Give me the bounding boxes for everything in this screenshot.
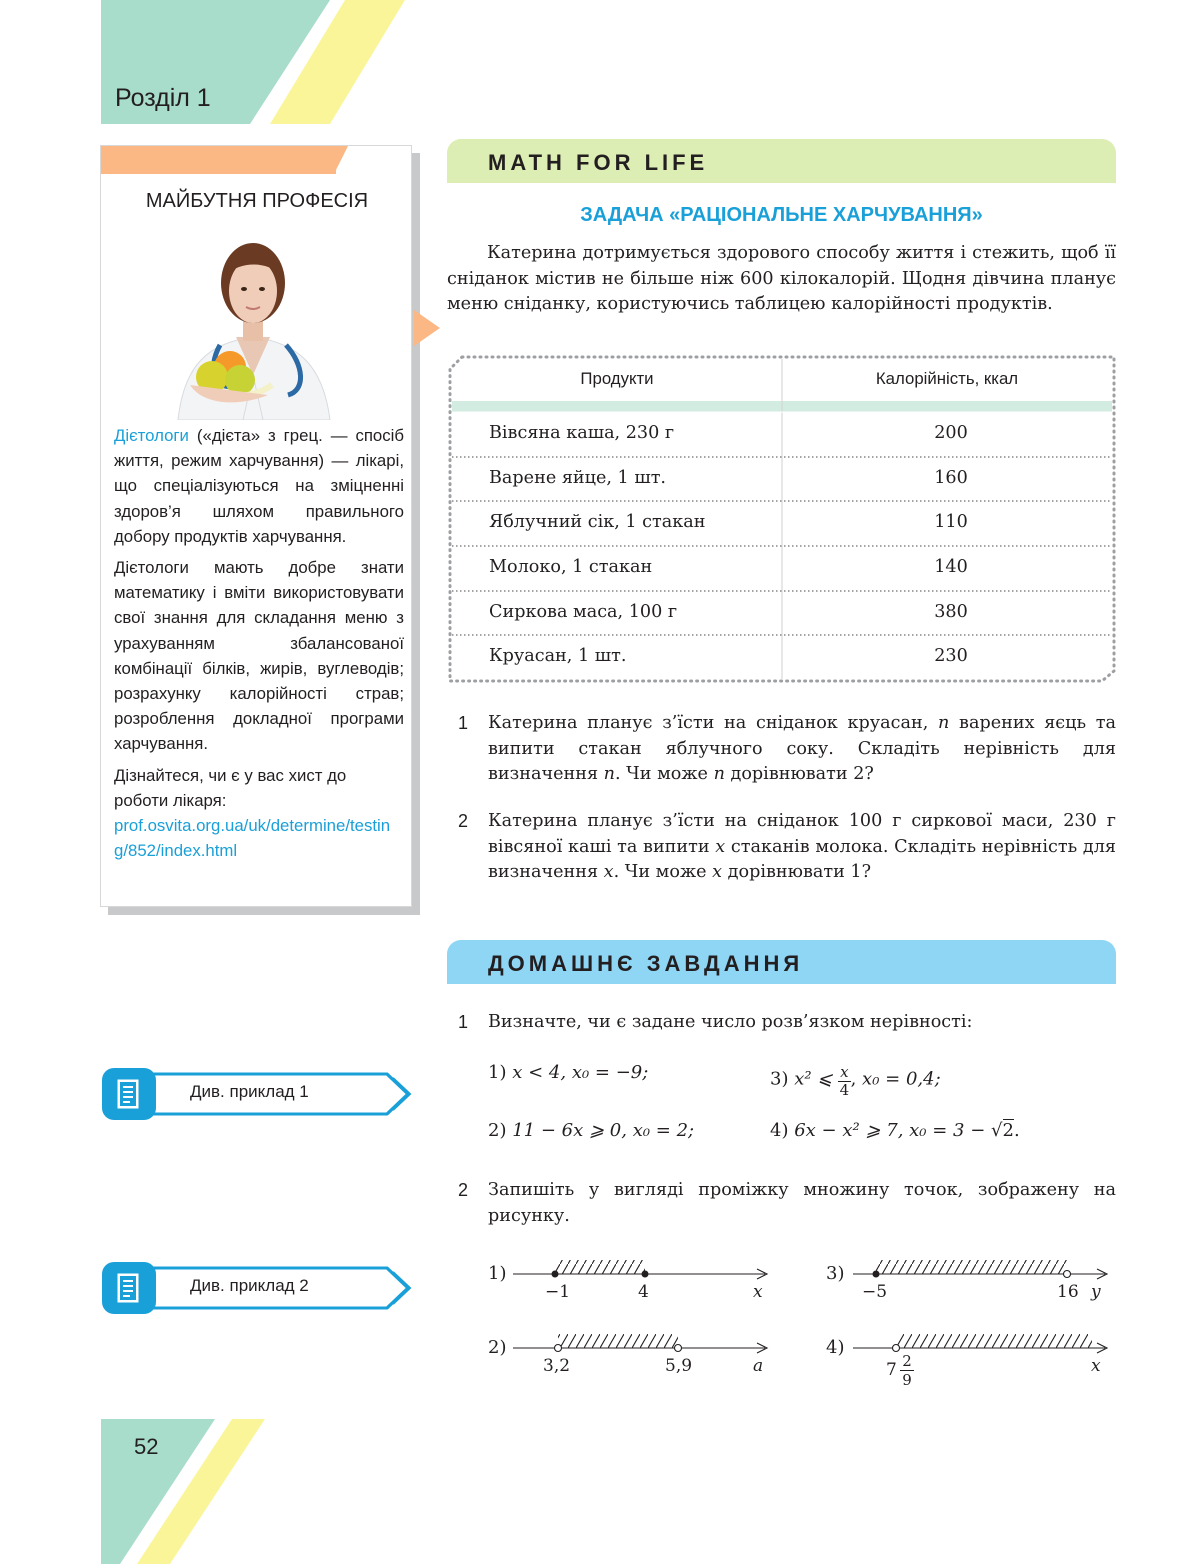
homework-number: 2	[458, 1180, 469, 1200]
page-number: 52	[134, 1434, 159, 1459]
card-paragraph-skills: Дієтологи мають добре знати математику і вміти використовувати свої знання для складання меню з урахуванням збалансованої комбінації білків, жирів, вуглеводів; розрахунку калорійності страв; розроблення докладної програми харчування.	[114, 558, 404, 754]
tick-label: −1	[545, 1282, 571, 1302]
product-name: Яблучний сік, 1 стакан	[489, 512, 706, 532]
profession-test-link[interactable]: prof.osvita.org.ua/uk/determine/testing/852/index.html	[114, 816, 391, 861]
definition-text: («дієта» з грец. — спосіб життя, режим харчування) — лікарі, що спеціалізуються на зміцненні здоров’я шляхом правильного добору продуктів харчування.	[114, 426, 404, 546]
product-name: Молоко, 1 стакан	[489, 557, 653, 577]
number-line-label: 2)	[488, 1337, 507, 1358]
card-text	[114, 423, 404, 863]
homework-text: Визначте, чи є задане число розв’язком нерівності:	[488, 1012, 973, 1032]
see-example-1-label: Див. приклад 1	[190, 1082, 309, 1101]
number-line-label: 1)	[488, 1263, 507, 1284]
table-header-calories: Калорійність, ккал	[875, 369, 1019, 388]
number-line-label: 4)	[826, 1337, 845, 1358]
book-icon	[112, 1077, 146, 1111]
table-row	[452, 636, 1114, 680]
number-line-label: 3)	[826, 1263, 845, 1284]
calorie-value: 110	[934, 512, 968, 532]
card-definition	[114, 423, 404, 549]
inequality-item: 2) 11 − 6x ⩾ 0, x₀ = 2;	[488, 1120, 695, 1141]
calorie-value: 140	[934, 557, 968, 577]
math-for-life-title: MATH FOR LIFE	[488, 150, 709, 175]
task-title: ЗАДАЧА «РАЦІОНАЛЬНЕ ХАРЧУВАННЯ»	[580, 204, 983, 226]
tick-label: 3,2	[543, 1356, 571, 1376]
number-line-1	[513, 1260, 767, 1279]
calorie-value: 380	[934, 602, 968, 622]
dietitian-photo	[168, 225, 338, 420]
number-line-3	[853, 1260, 1107, 1279]
table-row	[452, 458, 1114, 502]
homework-title: ДОМАШНЄ ЗАВДАННЯ	[488, 951, 804, 976]
term-dietitians: Дієтологи	[114, 426, 189, 445]
tick-label: 5,9	[665, 1356, 693, 1376]
calorie-value: 160	[934, 468, 968, 488]
exercise-number: 1	[458, 713, 469, 733]
exercise-number: 2	[458, 811, 469, 831]
product-name: Варене яйце, 1 шт.	[489, 468, 667, 488]
axis-variable: x	[1091, 1356, 1101, 1376]
axis-variable: x	[753, 1282, 763, 1302]
inequality-item: 3) x² ⩽ $\frac{x}{4}$ , x₀ = 0,4;	[770, 1063, 941, 1099]
calorie-table	[448, 355, 1116, 683]
tick-label-fraction: 2 9	[900, 1352, 914, 1389]
table-row	[452, 547, 1114, 591]
calorie-value: 230	[934, 646, 968, 666]
number-lines	[480, 1250, 1120, 1410]
card-tab	[101, 146, 336, 174]
card-tab-corner	[334, 146, 412, 174]
product-name: Круасан, 1 шт.	[489, 646, 627, 666]
exercise-text: Катерина планує з’їсти на сніданок 100 г сиркової маси, 230 г вівсяної каші та випити x стаканів молока. Складіть нерівність для визначення x. Чи може x дорівнювати 1?	[488, 811, 1116, 882]
tick-label: 4	[638, 1282, 649, 1302]
see-example-2-label: Див. приклад 2	[190, 1276, 309, 1295]
table-header-products: Продукти	[580, 369, 654, 388]
fraction: $\frac{x}{4}$	[839, 1063, 850, 1099]
homework-number: 1	[458, 1012, 469, 1032]
number-line-4	[853, 1334, 1107, 1353]
axis-variable: a	[753, 1356, 764, 1376]
book-icon	[112, 1271, 146, 1305]
inequality-item: 4) 6x − x² ⩾ 7, x₀ = 3 − √2.	[770, 1120, 1020, 1141]
tick-label: −5	[862, 1282, 888, 1302]
product-name: Вівсяна каша, 230 г	[489, 423, 675, 443]
tick-label: 16	[1057, 1282, 1079, 1302]
inequality-item: 1) x < 4, x₀ = −9;	[488, 1062, 649, 1083]
see-example-2-link[interactable]	[102, 1262, 414, 1314]
card-paragraph-test: Дізнайтеся, чи є у вас хист до роботи лікаря:	[114, 765, 347, 810]
see-example-1-link[interactable]	[102, 1068, 414, 1120]
number-line-2	[513, 1334, 767, 1353]
table-row	[452, 413, 1114, 457]
table-row	[452, 502, 1114, 546]
product-name: Сиркова маса, 100 г	[489, 602, 678, 622]
axis-variable: y	[1091, 1282, 1101, 1302]
sqrt-symbol: √	[991, 1120, 1003, 1141]
calorie-value: 200	[934, 423, 968, 443]
task-intro: Катерина дотримується здорового способу життя і стежить, щоб її сніданок містив не більше ніж 600 кілокалорій. Щодня дівчина планує меню сніданку, користуючись таблицею калорійності продуктів.	[447, 243, 1116, 314]
table-row	[452, 592, 1114, 636]
homework-text: Запишіть у вигляді проміжку множину точок, зображену на рисунку.	[488, 1180, 1116, 1226]
orange-pointer-icon	[414, 310, 444, 346]
exercise-text: Катерина планує з’їсти на сніданок круасан, n варених яєць та випити стакан яблучного соку. Складіть нерівність для визначення n. Чи може n дорівнювати 2?	[488, 713, 1116, 784]
tick-label-whole: 7	[886, 1360, 897, 1380]
card-title: МАЙБУТНЯ ПРОФЕСІЯ	[145, 190, 369, 212]
chapter-title: Розділ 1	[115, 84, 211, 112]
